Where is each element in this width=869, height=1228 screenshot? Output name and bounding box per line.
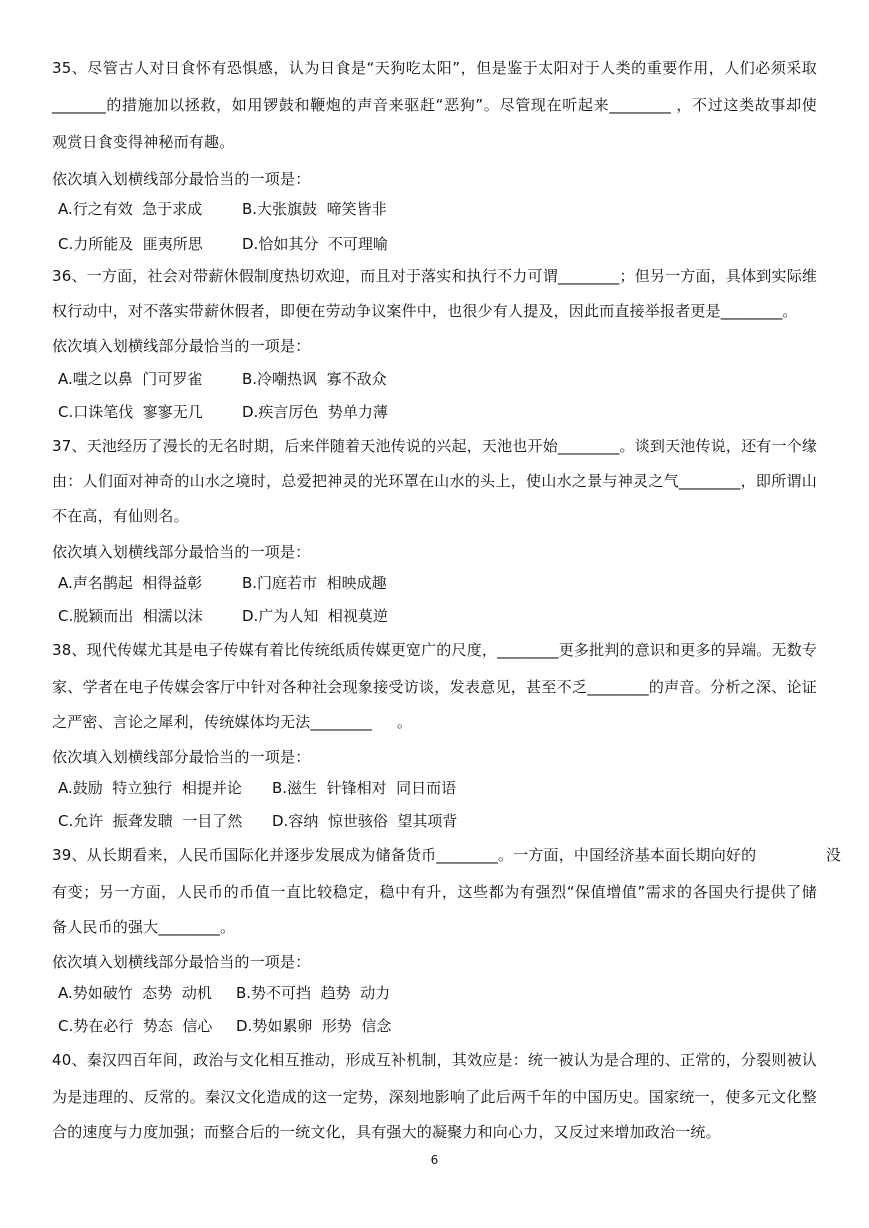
question-text-line: 之严密、言论之犀利，传统媒体均无法________ 。 <box>52 713 413 731</box>
question-text-line: 不在高，有仙则名。 <box>52 507 189 525</box>
question-text-line: 为是违理的、反常的。秦汉文化造成的这一定势，深刻地影响了此后两千年的中国历史。国家统一，使多元文化整 <box>52 1088 817 1106</box>
option-a: A.鼓励 特立独行 相提并论 <box>58 779 242 797</box>
option-b: B.势不可挡 趋势 动力 <box>236 984 391 1002</box>
question-text-line: 39、从长期看来，人民币国际化并逐步发展成为储备货币________。一方面，中国经济基本面长期向好的 没 <box>52 846 842 864</box>
question-prompt: 依次填入划横线部分最恰当的一项是： <box>52 170 311 188</box>
question-text-line: 37、天池经历了漫长的无名时期，后来伴随着天池传说的兴起，天池也开始________。谈到天池传说，还有一个缘 <box>52 437 818 455</box>
option-b: B.大张旗鼓 啼笑皆非 <box>242 200 387 218</box>
question-text-line: 备人民币的强大________。 <box>52 918 236 936</box>
option-d: D.恰如其分 不可理喻 <box>242 235 388 253</box>
question-prompt: 依次填入划横线部分最恰当的一项是： <box>52 543 311 561</box>
question-text-line: 35、尽管古人对日食怀有恐惧感，认为日食是“天狗吃太阳”，但是鉴于太阳对于人类的重要作用，人们必须采取 <box>52 59 817 77</box>
option-d: D.容纳 惊世骇俗 望其项背 <box>272 812 458 830</box>
question-text-line: 权行动中，对不落实带薪休假者，即便在劳动争议案件中，也很少有人提及，因此而直接举报者更是________。 <box>52 302 798 320</box>
question-text-line: 家、学者在电子传媒会客厅中针对各种社会现象接受访谈，发表意见，甚至不乏________的声音。分析之深、论证 <box>52 678 817 696</box>
question-prompt: 依次填入划横线部分最恰当的一项是： <box>52 953 311 971</box>
question-text-line: 合的速度与力度加强；而整合后的一统文化，具有强大的凝聚力和向心力，又反过来增加政治一统。 <box>52 1123 721 1141</box>
question-text-line: 36、一方面，社会对带薪休假制度热切欢迎，而且对于落实和执行不力可谓________；但另一方面，具体到实际维 <box>52 267 818 285</box>
option-b: B.冷嘲热讽 寡不敌众 <box>242 370 387 388</box>
option-a: A.嗤之以鼻 门可罗雀 <box>58 370 203 388</box>
option-d: D.势如累卵 形势 信念 <box>236 1017 392 1035</box>
question-text-line: 由：人们面对神奇的山水之境时，总爱把神灵的光环罩在山水的头上，使山水之景与神灵之气________，即所谓山 <box>52 472 817 490</box>
question-text-line: 40、秦汉四百年间，政治与文化相互推动，形成互补机制，其效应是：统一被认为是合理的、正常的，分裂则被认 <box>52 1051 817 1069</box>
question-text-line: 38、现代传媒尤其是电子传媒有着比传统纸质传媒更宽广的尺度，________更多批判的意识和更多的异端。无数专 <box>52 641 818 659</box>
option-c: C.允许 振聋发聩 一目了然 <box>58 812 243 830</box>
option-c: C.势在必行 势态 信心 <box>58 1017 213 1035</box>
option-b: B.滋生 针锋相对 同日而语 <box>272 779 457 797</box>
option-c: C.脱颖而出 相濡以沫 <box>58 607 203 625</box>
option-c: C.力所能及 匪夷所思 <box>58 235 203 253</box>
option-d: D.广为人知 相视莫逆 <box>242 607 388 625</box>
option-d: D.疾言厉色 势单力薄 <box>242 403 388 421</box>
page-number: 6 <box>430 1153 439 1167</box>
option-b: B.门庭若市 相映成趣 <box>242 574 387 592</box>
question-prompt: 依次填入划横线部分最恰当的一项是： <box>52 748 311 766</box>
question-text-line: 有变；另一方面，人民币的币值一直比较稳定，稳中有升，这些都为有强烈“保值增值”需求的各国央行提供了储 <box>52 883 817 901</box>
option-a: A.声名鹊起 相得益彰 <box>58 574 203 592</box>
option-a: A.行之有效 急于求成 <box>58 200 203 218</box>
option-a: A.势如破竹 态势 动机 <box>58 984 212 1002</box>
question-prompt: 依次填入划横线部分最恰当的一项是： <box>52 337 311 355</box>
option-c: C.口诛笔伐 寥寥无几 <box>58 403 203 421</box>
question-text-line: 观赏日食变得神秘而有趣。 <box>52 133 235 151</box>
question-text-line: _______的措施加以拯救，如用锣鼓和鞭炮的声音来驱赶“恶狗”。尽管现在听起来________ ，不过这类故事却使 <box>52 96 817 114</box>
